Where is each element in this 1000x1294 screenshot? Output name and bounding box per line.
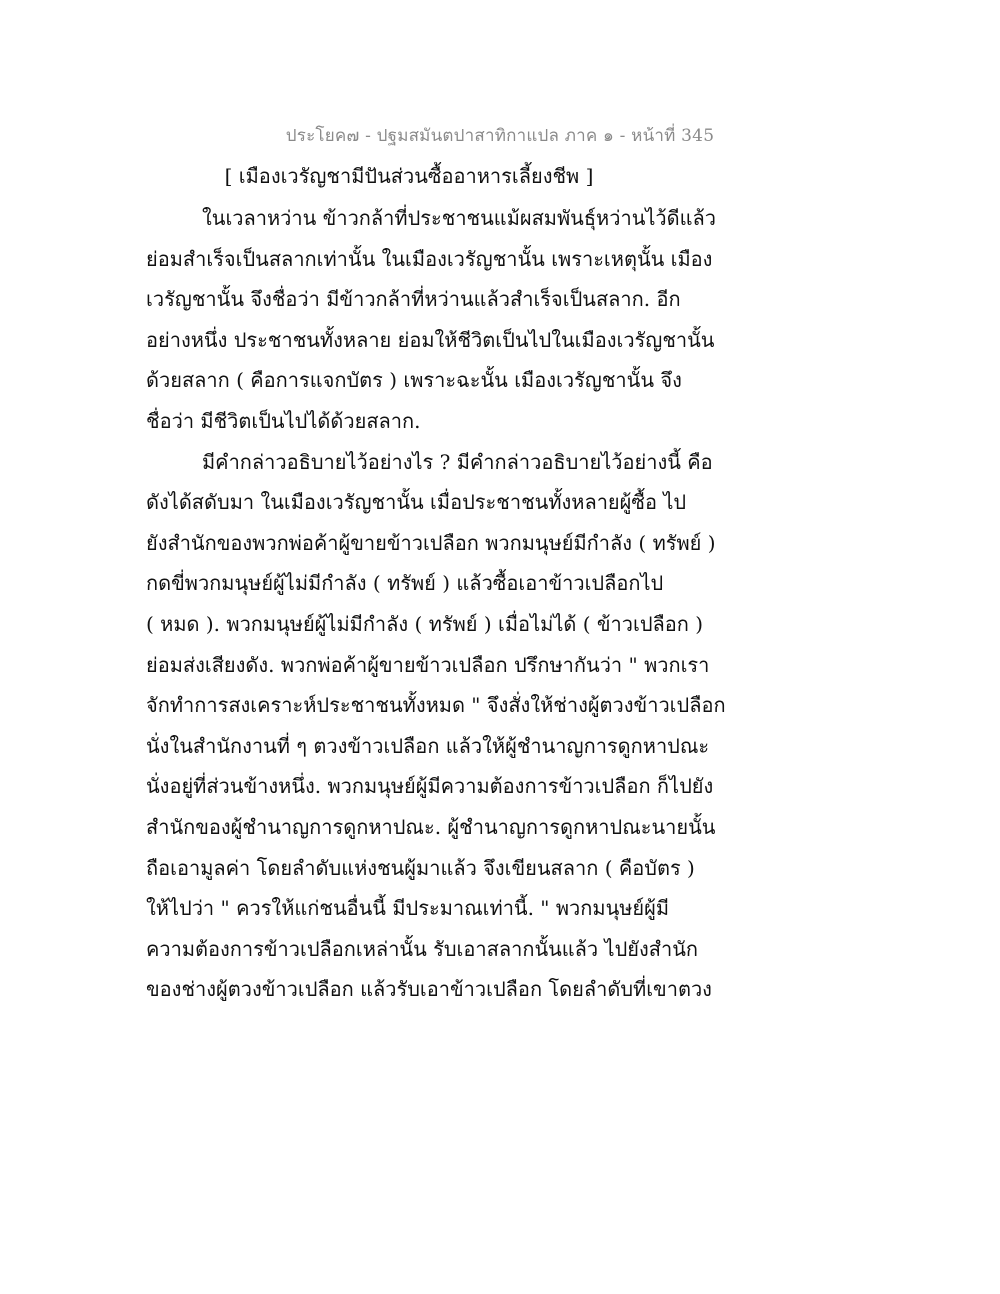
text-line: กดขี่พวกมนุษย์ผู้ไม่มีกำลัง ( ทรัพย์ ) แล้วซื้อเอาข้าวเปลือกไป [146,571,664,596]
text-line: นั่งในสำนักงานที่ ๆ ตวงข้าวเปลือก แล้วให้ผู้ชำนาญการดูกหาปณะ [146,733,710,758]
text-line: นั่งอยู่ที่ส่วนข้างหนึ่ง. พวกมนุษย์ผู้มีความต้องการข้าวเปลือก ก็ไปยัง [146,774,714,799]
text-line: ด้วยสลาก ( คือการแจกบัตร ) เพราะฉะนั้น เมืองเวรัญชานั้น จึง [146,368,682,393]
paragraph-1 [146,198,717,442]
text-line: ( หมด ). พวกมนุษย์ผู้ไม่มีกำลัง ( ทรัพย์ ) เมื่อไม่ได้ ( ข้าวเปลือก ) [146,611,704,636]
running-header-text: ประโยค๗ - ปฐมสมันตปาสาทิกาแปล ภาค ๑ - หน้าที่ 345 [285,126,715,146]
text-line: ความต้องการข้าวเปลือกเหล่านั้น รับเอาสลากนั้นแล้ว ไปยังสำนัก [146,936,698,961]
text-line: ยังสำนักของพวกพ่อค้าผู้ขายข้าวเปลือก พวกมนุษย์มีกำลัง ( ทรัพย์ ) [146,530,716,555]
text-line: ย่อมส่งเสียงดัง. พวกพ่อค้าผู้ขายข้าวเปลือก ปรึกษากันว่า " พวกเรา [146,652,710,677]
paragraph-2 [146,442,726,1010]
text-line: ให้ไปว่า " ควรให้แก่ชนอื่นนี้ มีประมาณเท่านี้. " พวกมนุษย์ผู้มี [146,896,670,921]
text-line: เวรัญชานั้น จึงชื่อว่า มีข้าวกล้าที่หว่านแล้วสำเร็จเป็นสลาก. อีก [146,287,681,312]
text-line: ย่อมสำเร็จเป็นสลากเท่านั้น ในเมืองเวรัญชานั้น เพราะเหตุนั้น เมือง [146,246,713,271]
text-line: สำนักของผู้ชำนาญการดูกหาปณะ. ผู้ชำนาญการดูกหาปณะนายนั้น [146,814,716,839]
section-heading: [ เมืองเวรัญชามีปันส่วนซื้ออาหารเลี้ยงชีพ ] [224,164,594,188]
text-line: ดังได้สดับมา ในเมืองเวรัญชานั้น เมื่อประชาชนทั้งหลายผู้ซื้อ ไป [146,490,687,515]
text-line: อย่างหนึ่ง ประชาชนทั้งหลาย ย่อมให้ชีวิตเป็นไปในเมืองเวรัญชานั้น [146,327,715,352]
text-line: ในเวลาหว่าน ข้าวกล้าที่ประชาชนแม้ผสมพันธุ์หว่านไว้ดีแล้ว [202,206,717,230]
running-header [0,122,1000,149]
text-line: ถือเอามูลค่า โดยลำดับแห่งชนผู้มาแล้ว จึงเขียนสลาก ( คือบัตร ) [146,855,695,880]
body-text [146,198,726,1010]
text-line: จักทำการสงเคราะห์ประชาชนทั้งหมด " จึงสั่งให้ช่างผู้ตวงข้าวเปลือก [146,693,726,718]
text-line: มีคำกล่าวอธิบายไว้อย่างไร ? มีคำกล่าวอธิบายไว้อย่างนี้ คือ [202,449,713,474]
text-line: ชื่อว่า มีชีวิตเป็นไปได้ด้วยสลาก. [146,408,421,433]
text-line: ของช่างผู้ตวงข้าวเปลือก แล้วรับเอาข้าวเปลือก โดยลำดับที่เขาตวง [146,977,712,1002]
